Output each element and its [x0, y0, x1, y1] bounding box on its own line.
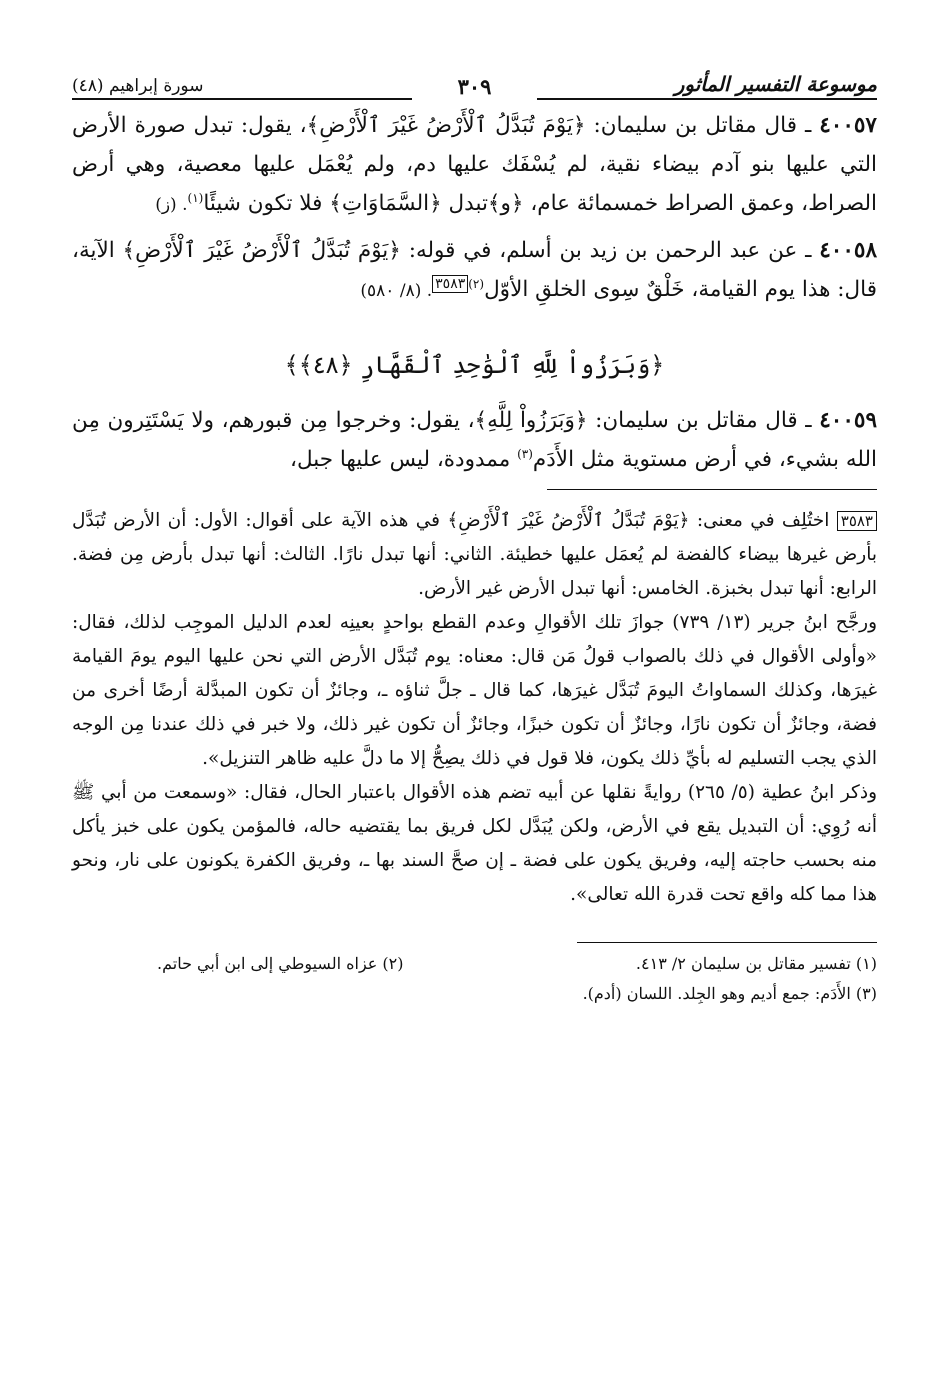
entry-text: ـ عن عبد الرحمن بن زيد بن أسلم، في قوله: ﴿يَوْمَ تُبَدَّلُ ٱلْأَرْضُ غَيْرَ ٱلْأَرْضِ﴾ الآية، قال: هذا يوم القيامة، خَلْقٌ سِوى الخلقِ الأوّل	[72, 238, 877, 302]
book-title: موسوعة التفسير المأثور	[674, 72, 877, 96]
entry-number: ٤٠٠٥٨	[819, 238, 877, 263]
footnote-marker: (١)	[187, 190, 204, 205]
commentary-paragraph	[72, 606, 877, 776]
commentary-ref-box: ٣٥٨٣	[432, 275, 468, 293]
entry-text: ـ قال مقاتل بن سليمان: ﴿وَبَرَزُواْ لِلَّهِ﴾، يقول: وخرجوا مِن قبورهم، ولا يَسْتَتِرون مِن الله بشيء، في أرض مستوية مثل الأَدَم	[72, 408, 877, 472]
footnote-separator	[577, 942, 877, 943]
entry-40058	[72, 231, 877, 311]
commentary-separator	[547, 489, 877, 490]
footnote-1: (١) تفسير مقاتل بن سليمان ٢/ ٤١٣.	[635, 954, 877, 973]
commentary-text: اختُلِف في معنى: ﴿يَوْمَ تُبَدَّلُ ٱلْأَرْضُ غَيْرَ ٱلْأَرْضِ﴾ في هذه الآية على أقوال: الأول: أن الأرض تُبَدَّل بأرض غيرها بيضاء كالفضة لم يُعمَل عليها خطيئة. الثاني: أنها تبدل نارًا. الثالث: أنها تبدل بأرض مِن فضة. الرابع: أنها تبدل بخبزة. الخامس: أنها تبدل الأرض غير الأرض.	[72, 510, 877, 599]
footnote-2: (٢) عزاه السيوطي إلى ابن أبي حاتم.	[157, 954, 404, 973]
surah-label: سورة إبراهيم (٤٨)	[72, 76, 204, 96]
commentary-text: ورجَّح ابنُ جرير (١٣/ ٧٣٩) جوازَ تلك الأقوالِ وعدم القطع بواحدٍ بعينِه لعدم الدليل الموجِب لذلك، فقال: «وأولى الأقوال في ذلك بالصواب قولُ مَن قال: معناه: يوم تُبَدَّل الأرض التي نحن عليها اليوم يومَ القيامة غيرَها، وكذلك السماواتُ اليومَ تُبَدَّل غيرَها، كما قال ـ جلَّ ثناؤه ـ، وجائزٌ أن تكون المبدَّلة أرضًا أخرى من فضة، وجائزٌ أن تكون نارًا، وجائزٌ أن تكون خبزًا، وجائزٌ أن تكون غير ذلك، ولا خبر في ذلك عندنا مِن الوجه الذي يجب التسليم له بأيِّ ذلك يكون، فلا قول في ذلك يصِحُّ إلا ما دلَّ عليه ظاهر التنزيل».	[72, 612, 878, 769]
entry-text: ـ قال مقاتل بن سليمان: ﴿يَوْمَ تُبَدَّلُ ٱلْأَرْضُ غَيْرَ ٱلْأَرْضِ﴾، يقول: تبدل صورة الأرض التي عليها بنو آدم بيضاء نقية، لم يُسْفَك عليها دم، ولم يُعْمَل عليها معصية، وهي أرض الصراط، وعمق الصراط خمسمائة عام، ﴿و﴾تبدل ﴿السَّمَاوَاتِ﴾ فلا تكون شيئًا	[72, 113, 877, 216]
footnote-marker: (٢)	[468, 276, 485, 291]
page-header	[72, 58, 877, 102]
footnote-row	[157, 949, 877, 979]
page-number: ٣٠٩	[450, 74, 500, 99]
commentary-number-box: ٣٥٨٣	[837, 511, 877, 531]
entry-number: ٤٠٠٥٩	[819, 408, 877, 433]
commentary-paragraph	[72, 776, 877, 912]
commentary-paragraph	[72, 504, 877, 606]
quran-verse: ﴿وَبَرَزُواْ لِلَّهِ ٱلْوَٰحِدِ ٱلْقَهَّارِ ﴿٤٨﴾﴾	[284, 351, 665, 379]
entry-number: ٤٠٠٥٧	[819, 113, 877, 138]
footnote-3: (٣) الأَدَم: جمع أديم وهو الجِلد. اللسان (أدم).	[582, 984, 877, 1003]
entry-text-cont: ممدودة، ليس عليها جبل،	[290, 447, 511, 472]
footnotes	[72, 949, 877, 1009]
commentary	[72, 504, 877, 912]
entry-40057	[72, 106, 877, 225]
entry-ref: . (٨/ ٥٨٠)	[360, 281, 433, 301]
footnote-marker: (٣)	[517, 446, 533, 461]
header-rule-left	[72, 98, 412, 100]
entry-ref: . (ز)	[155, 195, 188, 215]
commentary-text: وذكر ابنُ عطية (٥/ ٢٦٥) روايةً نقلها عن أبيه تضم هذه الأقوال باعتبار الحال، فقال: «وسمعت من أبي ﷺ أنه رُوِي: أن التبديل يقع في الأرض، ولكن يُبَدَّل لكل فريق بما يقتضيه حاله، فالمؤمن يكون على خبز يأكل منه بحسب حاجته إليه، وفريق يكون على فضة ـ إن صحَّ السند بها ـ، وفريق الكفرة يكونون على نار، ونحو هذا مما كله واقع تحت قدرة الله تعالى».	[72, 782, 878, 905]
entry-40059	[72, 401, 877, 479]
